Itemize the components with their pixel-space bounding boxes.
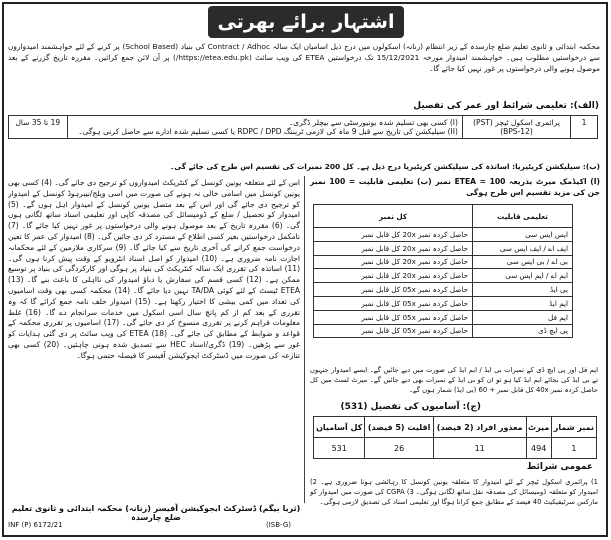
qualification-cell: ایم ایڈ [473,296,573,310]
qualification-col-header: تعلیمی قابلیت [473,205,573,228]
table-row [314,241,573,255]
sno-header: نمبر شمار [551,417,596,438]
requirement-1-text: کسی بھی تسلیم شدہ یونیورسٹی سے بیچلر ڈگری۔ [288,118,448,127]
marks-cell: حاصل کردہ نمبر 05x کل قابل نمبر [314,283,473,297]
requirements-cell [67,116,462,139]
disabled-quota-value: 11 [433,438,526,459]
requirement-1-no: (I) [449,118,458,127]
minority-quota-value: 26 [365,438,433,459]
terms-conditions-left: اس کے لئے متعلقہ یونین کونسل کے کنٹریکٹ امیدواروں کو ترجیح دی جائے گی۔ (4) کسی بھی یونین کونسل میں اسامی خالی نہ ہونے کی صورت میں اسی ویلج/نیبرہوڈ کونسل کے امیدوار کو ترجیح دی جائے گی اور اس کے بعد متصل یونین کونسل کے امیدوار اہل ہوں گے۔ (5) امیدوار کو تحصیل / ضلع کے ڈومیسائل کی مصدقہ کاپی اور تعلیمی اسناد ساتھ لگانی ہوں گی۔ (6) مقررہ تاریخ کے بعد موصول ہونے والی درخواستوں پر غور نہیں کیا جائے گا۔ (7) نامکمل درخواستیں بغیر کسی اطلاع کے مسترد کر دی جائیں گی۔ (8) امیدوار کی عمر کا تعین درخواست جمع کرانے کی آخری تاریخ سے کیا جائے گا۔ (9) سرکاری ملازمین کے لئے محکمانہ اجازت نامہ ضروری ہے۔ (10) امیدوار کو اصل اسناد انٹرویو کے وقت پیش کرنا ہوں گی۔ (11) اساتذہ کی تقرری ایک سالہ کنٹریکٹ کی بنیاد پر ہوگی اور کارکردگی کی بنیاد پر توسیع ممکن ہے۔ (12) کسی قسم کی سفارش یا دباؤ امیدوار کی نااہلی کا باعث بنے گا۔ (13) ETEA ٹیسٹ کے لئے کوئی TA/DA نہیں دیا جائے گا۔ (14) محکمہ کسی بھی وقت اسامیوں کی تعداد میں کمی بیشی کا اختیار رکھتا ہے۔ (15) امیدوار حلف نامہ جمع کرائے گا کہ وہ تقرری کے بعد کم از کم پانچ سال اسی اسکول میں خدمات سرانجام دے گا۔ (16) غلط معلومات فراہم کرنے پر تقرری منسوخ کر دی جائے گی۔ (17) اسامیوں پر تقرری محکمہ کے قواعد و ضوابط کے مطابق کی جائے گی۔ (18) ETEA کی ویب سائٹ پر دی گئی ہدایات کو غور سے پڑھیں۔ (19) ڈگری/اسناد HEC سے تصدیق شدہ ہونی چاہئیں۔ (20) کسی بھی تنازعہ کی صورت میں ڈسٹرکٹ ایجوکیشن آفیسر کا فیصلہ حتمی ہوگا۔ [8,178,300,360]
marks-cell: حاصل کردہ نمبر 05x کل قابل نمبر [314,296,473,310]
requirement-2-text: سیلیکشن کی تاریخ سے قبل 9 ماہ کی لازمی ٹریننگ RDPC / DPD یا کسی تسلیم شدہ ادارے سے حاصل کرنی ہوگی۔ [78,127,446,136]
post-requirements-table [8,115,598,139]
vacancy-table [313,416,597,459]
requirement-2 [72,127,458,136]
marks-table-header [314,205,573,228]
qualification-cell: ایم اے / ایم ایس سی [473,269,573,283]
marks-cell: حاصل کردہ نمبر 20x کل قابل نمبر [314,241,473,255]
table-row [314,438,597,459]
intro-paragraph: محکمہ ابتدائی و ثانوی تعلیم ضلع چارسدہ کے زیر انتظام (زنانہ) اسکولوں میں درج ذیل اسامیاں ایک سالہ Contract / Adhoc کی بنیاد (School Based) پر کرنے کے لئے خواہشمند امیدواروں سے درخواستیں مطلوب ہیں۔ خواہشمند امیدوار مورخہ 15/12/2021 تک درخواستیں ETEA کی ویب سائٹ (https://etea.edu.pk/) پر آن لائن جمع کرائیں۔ مقررہ تاریخ گزرنے کے بعد موصول ہونے والی درخواستوں پر غور نہیں کیا جائے گا۔ [8,42,600,73]
disabled-quota-header: معذور افراد (2 فیصد) [433,417,526,438]
qualification-cell: پی ایچ ڈی [473,324,573,338]
sno-value: 1 [551,438,596,459]
merit-value: 494 [526,438,551,459]
vacancy-table-header [314,417,597,438]
table-row [314,283,573,297]
table-row [314,296,573,310]
total-posts-value: 531 [314,438,365,459]
table-row [314,269,573,283]
signature-block: (ثریا بیگم) ڈسٹرکٹ ایجوکیشن آفیسر (زنانہ) محکمہ ابتدائی و ثانوی تعلیم ضلع چارسدہ [11,504,301,522]
post-sno-cell: 1 [571,116,598,139]
section-d-heading: عمومی شرائط [526,462,593,472]
qualification-cell: ایس ایس سی [473,228,573,242]
qualification-cell: بی ایڈ [473,283,573,297]
qualification-cell: بی اے / بی ایس سی [473,255,573,269]
footer-ref-left: INF (P) 6172/21 [8,521,63,529]
marks-distribution-table [313,204,573,338]
requirement-2-no: (II) [447,127,458,136]
qualification-cell: ایف اے / ایف ایس سی [473,241,573,255]
marks-cell: حاصل کردہ نمبر 20x کل قابل نمبر [314,269,473,283]
table-row [314,255,573,269]
marks-col-header: کل نمبر [314,205,473,228]
academic-merit-heading: (I) اکیڈمک میرٹ بذریعہ ETEA = 100 نمبر (ب) تعلیمی قابلیت = 100 نمبر جن کی مزید تقسیم اس طرح ہوگی [310,177,600,197]
section-a-heading: (الف): تعلیمی شرائط اور عمر کی تفصیل [413,101,599,111]
marks-cell: حاصل کردہ نمبر 05x کل قابل نمبر [314,324,473,338]
footer-ref-right: (ISB-G) [266,521,291,529]
post-name-cell: پرائمری اسکول ٹیچر (PST) (BPS-12) [462,116,570,139]
qualification-cell: ایم فل [473,310,573,324]
table-row [314,324,573,338]
table-row [314,228,573,242]
column-divider [304,176,305,503]
section-b-heading: (ب): سیلیکشن کریٹیریا: اساتذہ کی سیلیکشن کریٹیریا درج ذیل ہے۔ کل 200 نمبرات کی تقسیم اس طرح کی جائے گی۔ [169,162,600,171]
section-c-heading: (ج): آسامیوں کی تفصیل (531) [340,402,481,412]
table-row [314,310,573,324]
merit-note: ایم فل اور پی ایچ ڈی کے نمبرات بی ایڈ / ایم ایڈ کی صورت میں دیے جائیں گے۔ ایسے امیدوار جنہوں نے بی ایڈ کی بجائے ایم ایڈ کیا ہو تو ان کو بی ایڈ کے نمبرات بھی دیے جائیں گے۔ میرٹ لسٹ میں کل حاصل کردہ نمبر 40x کل قابل نمبر + 60 (بی ایڈ) شمار ہوں گے۔ [310,366,598,394]
requirement-1 [72,118,458,127]
page-title: اشتہار برائے بھرتی [208,6,404,38]
age-cell: 19 تا 35 سال [9,116,68,139]
total-posts-header: کل آسامیاں [314,417,365,438]
merit-header: میرٹ [526,417,551,438]
marks-cell: حاصل کردہ نمبر 20x کل قابل نمبر [314,255,473,269]
general-terms: 1) پرائمری اسکول ٹیچر کے لئے امیدوار کا متعلقہ یونین کونسل کا رہائشی ہونا ضروری ہے۔ 2) امیدوار کو متعلقہ ڈومیسائل کی مصدقہ نقل ساتھ لگانی ہوگی۔ 3) CGPA کی صورت میں امیدوار کو مارکس سرٹیفیکیٹ 40 فیصد کے مطابق جمع کرانا ہوگا اور تعلیمی اسناد کی تصدیق لازمی ہوگی۔ [310,478,598,506]
minority-quota-header: اقلیت (5 فیصد) [365,417,433,438]
marks-cell: حاصل کردہ نمبر 20x کل قابل نمبر [314,228,473,242]
marks-cell: حاصل کردہ نمبر 05x کل قابل نمبر [314,310,473,324]
